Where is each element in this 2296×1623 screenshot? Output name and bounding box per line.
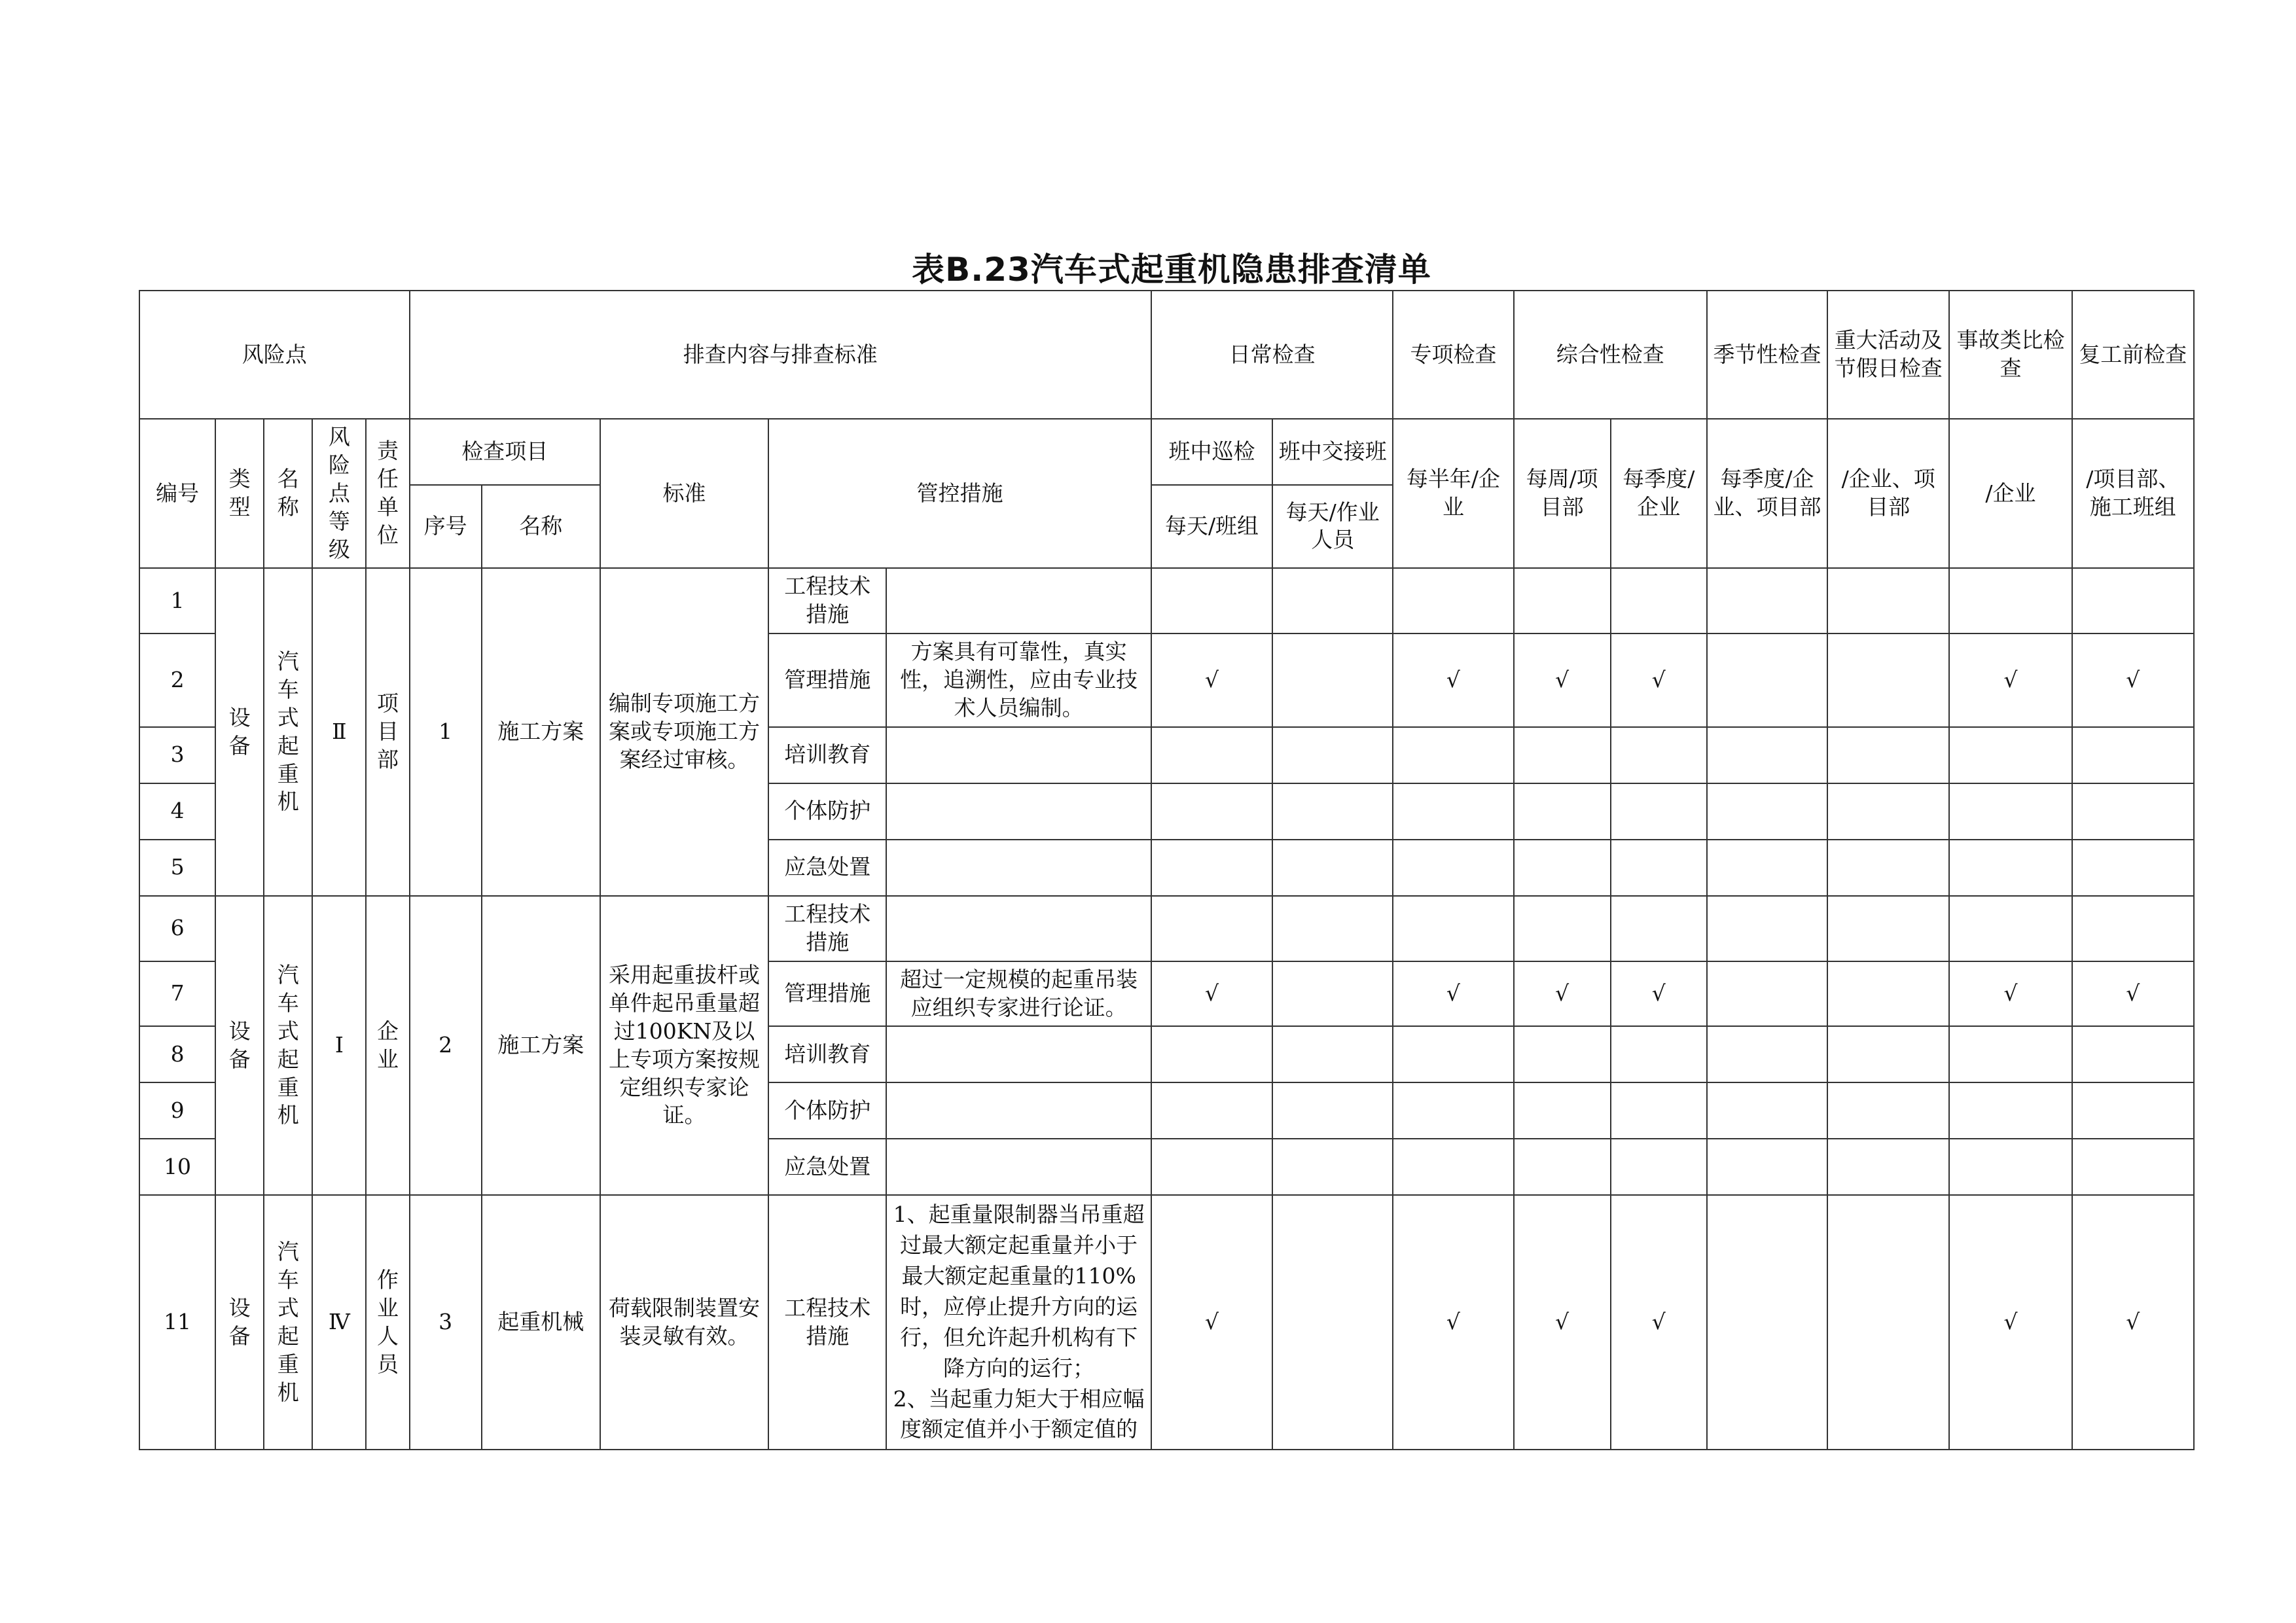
row-number: 5 (139, 840, 215, 896)
handover-freq-header: 每天/作业人员 (1272, 485, 1393, 569)
seq-header: 序号 (410, 485, 482, 569)
check-mark: √ (1151, 961, 1272, 1027)
name-cell: 汽车式起重机 (264, 1195, 312, 1450)
standard-cell: 荷载限制装置安装灵敏有效。 (600, 1195, 768, 1450)
check-mark: √ (2072, 633, 2194, 727)
check-mark: √ (1514, 1195, 1611, 1450)
comprehensive-check-header: 综合性检查 (1514, 291, 1707, 419)
row-number: 10 (139, 1139, 215, 1195)
measure-type-cell: 管理措施 (768, 961, 886, 1027)
content-standard-header: 排查内容与排查标准 (410, 291, 1151, 419)
special-freq-header: 每半年/企业 (1393, 419, 1513, 568)
standard-cell: 采用起重拔杆或单件起吊重量超过100KN及以上专项方案按规定组织专家论证。 (600, 896, 768, 1196)
standard-cell: 编制专项施工方案或专项施工方案经过审核。 (600, 568, 768, 895)
measure-type-cell: 工程技术措施 (768, 1195, 886, 1450)
page-title: 表B.23汽车式起重机隐患排查清单 (912, 251, 1431, 289)
check-mark: √ (1151, 633, 1272, 727)
risk-level-header: 风险点等级 (312, 419, 366, 568)
measure-type-cell: 个体防护 (768, 783, 886, 840)
header-row-1 (139, 291, 2194, 419)
accident-freq-header: /企业 (1949, 419, 2072, 568)
resume-check-header: 复工前检查 (2072, 291, 2194, 419)
special-check-header: 专项检查 (1393, 291, 1513, 419)
measure-type-cell: 个体防护 (768, 1082, 886, 1139)
table-row (139, 896, 2194, 961)
measure-type-cell: 工程技术措施 (768, 568, 886, 633)
measure-type-cell: 管理措施 (768, 633, 886, 727)
check-mark: √ (2072, 1195, 2194, 1450)
seasonal-freq-header: 每季度/企业、项目部 (1707, 419, 1827, 568)
row-number: 3 (139, 727, 215, 783)
item-cell: 起重机械 (482, 1195, 600, 1450)
holiday-freq-header: /企业、项目部 (1827, 419, 1949, 568)
risk-level-cell: Ⅳ (312, 1195, 366, 1450)
check-mark: √ (1611, 1195, 1707, 1450)
row-number: 1 (139, 568, 215, 633)
measure-type-cell: 培训教育 (768, 727, 886, 783)
no-header: 编号 (139, 419, 215, 568)
control-measures-header: 管控措施 (768, 419, 1151, 568)
resp-unit-cell: 项目部 (366, 568, 409, 895)
check-mark: √ (1611, 961, 1707, 1027)
risk-point-header: 风险点 (139, 291, 410, 419)
seasonal-check-header: 季节性检查 (1707, 291, 1827, 419)
check-mark: √ (1514, 961, 1611, 1027)
row-number: 9 (139, 1082, 215, 1139)
check-mark: √ (1949, 633, 2072, 727)
row-number: 8 (139, 1026, 215, 1082)
resp-unit-cell: 企业 (366, 896, 409, 1196)
table-row (139, 1195, 2194, 1450)
measure-text-cell: 超过一定规模的起重吊装应组织专家进行论证。 (886, 961, 1151, 1027)
measure-type-cell: 工程技术措施 (768, 896, 886, 961)
type-header: 类型 (215, 419, 264, 568)
holiday-check-header: 重大活动及节假日检查 (1827, 291, 1949, 419)
row-number: 6 (139, 896, 215, 961)
daily-check-header: 日常检查 (1151, 291, 1393, 419)
check-mark: √ (1514, 633, 1611, 727)
seq-cell: 2 (410, 896, 482, 1196)
type-cell: 设备 (215, 896, 264, 1196)
type-cell: 设备 (215, 1195, 264, 1450)
resume-freq-header: /项目部、施工班组 (2072, 419, 2194, 568)
hazard-checklist-table (139, 290, 2195, 1450)
row-number: 2 (139, 633, 215, 727)
item-name-header: 名称 (482, 485, 600, 569)
item-cell: 施工方案 (482, 896, 600, 1196)
shift-handover-header: 班中交接班 (1272, 419, 1393, 485)
standard-header: 标准 (600, 419, 768, 568)
row-number: 11 (139, 1195, 215, 1450)
measure-text-cell (886, 568, 1151, 633)
measure-type-cell: 应急处置 (768, 840, 886, 896)
check-mark: √ (1151, 1195, 1272, 1450)
check-mark: √ (1949, 1195, 2072, 1450)
resp-unit-header: 责任单位 (366, 419, 409, 568)
measure-text-cell: 1、起重量限制器当吊重超过最大额定起重量并小于最大额定起重量的110%时，应停止提升方向的运行，但允许起升机构有下降方向的运行； 2、当起重力矩大于相应幅度额定值并小于额定值的 (886, 1195, 1151, 1450)
measure-type-cell: 培训教育 (768, 1026, 886, 1082)
name-cell: 汽车式起重机 (264, 896, 312, 1196)
row-number: 4 (139, 783, 215, 840)
check-mark: √ (1611, 633, 1707, 727)
name-cell: 汽车式起重机 (264, 568, 312, 895)
patrol-freq-header: 每天/班组 (1151, 485, 1272, 569)
check-mark: √ (1393, 633, 1513, 727)
check-mark: √ (1393, 1195, 1513, 1450)
measure-text-cell: 方案具有可靠性，真实性，追溯性，应由专业技术人员编制。 (886, 633, 1151, 727)
check-mark: √ (1949, 961, 2072, 1027)
check-mark: √ (2072, 961, 2194, 1027)
resp-unit-cell: 作业人员 (366, 1195, 409, 1450)
header-row-2 (139, 419, 2194, 485)
name-header: 名称 (264, 419, 312, 568)
measure-type-cell: 应急处置 (768, 1139, 886, 1195)
risk-level-cell: Ⅱ (312, 568, 366, 895)
seq-cell: 3 (410, 1195, 482, 1450)
shift-patrol-header: 班中巡检 (1151, 419, 1272, 485)
accident-check-header: 事故类比检查 (1949, 291, 2072, 419)
quarterly-freq-header: 每季度/企业 (1611, 419, 1707, 568)
seq-cell: 1 (410, 568, 482, 895)
risk-level-cell: Ⅰ (312, 896, 366, 1196)
check-item-header: 检查项目 (410, 419, 600, 485)
item-cell: 施工方案 (482, 568, 600, 895)
table-row (139, 568, 2194, 633)
check-mark: √ (1393, 961, 1513, 1027)
weekly-freq-header: 每周/项目部 (1514, 419, 1611, 568)
type-cell: 设备 (215, 568, 264, 895)
row-number: 7 (139, 961, 215, 1027)
